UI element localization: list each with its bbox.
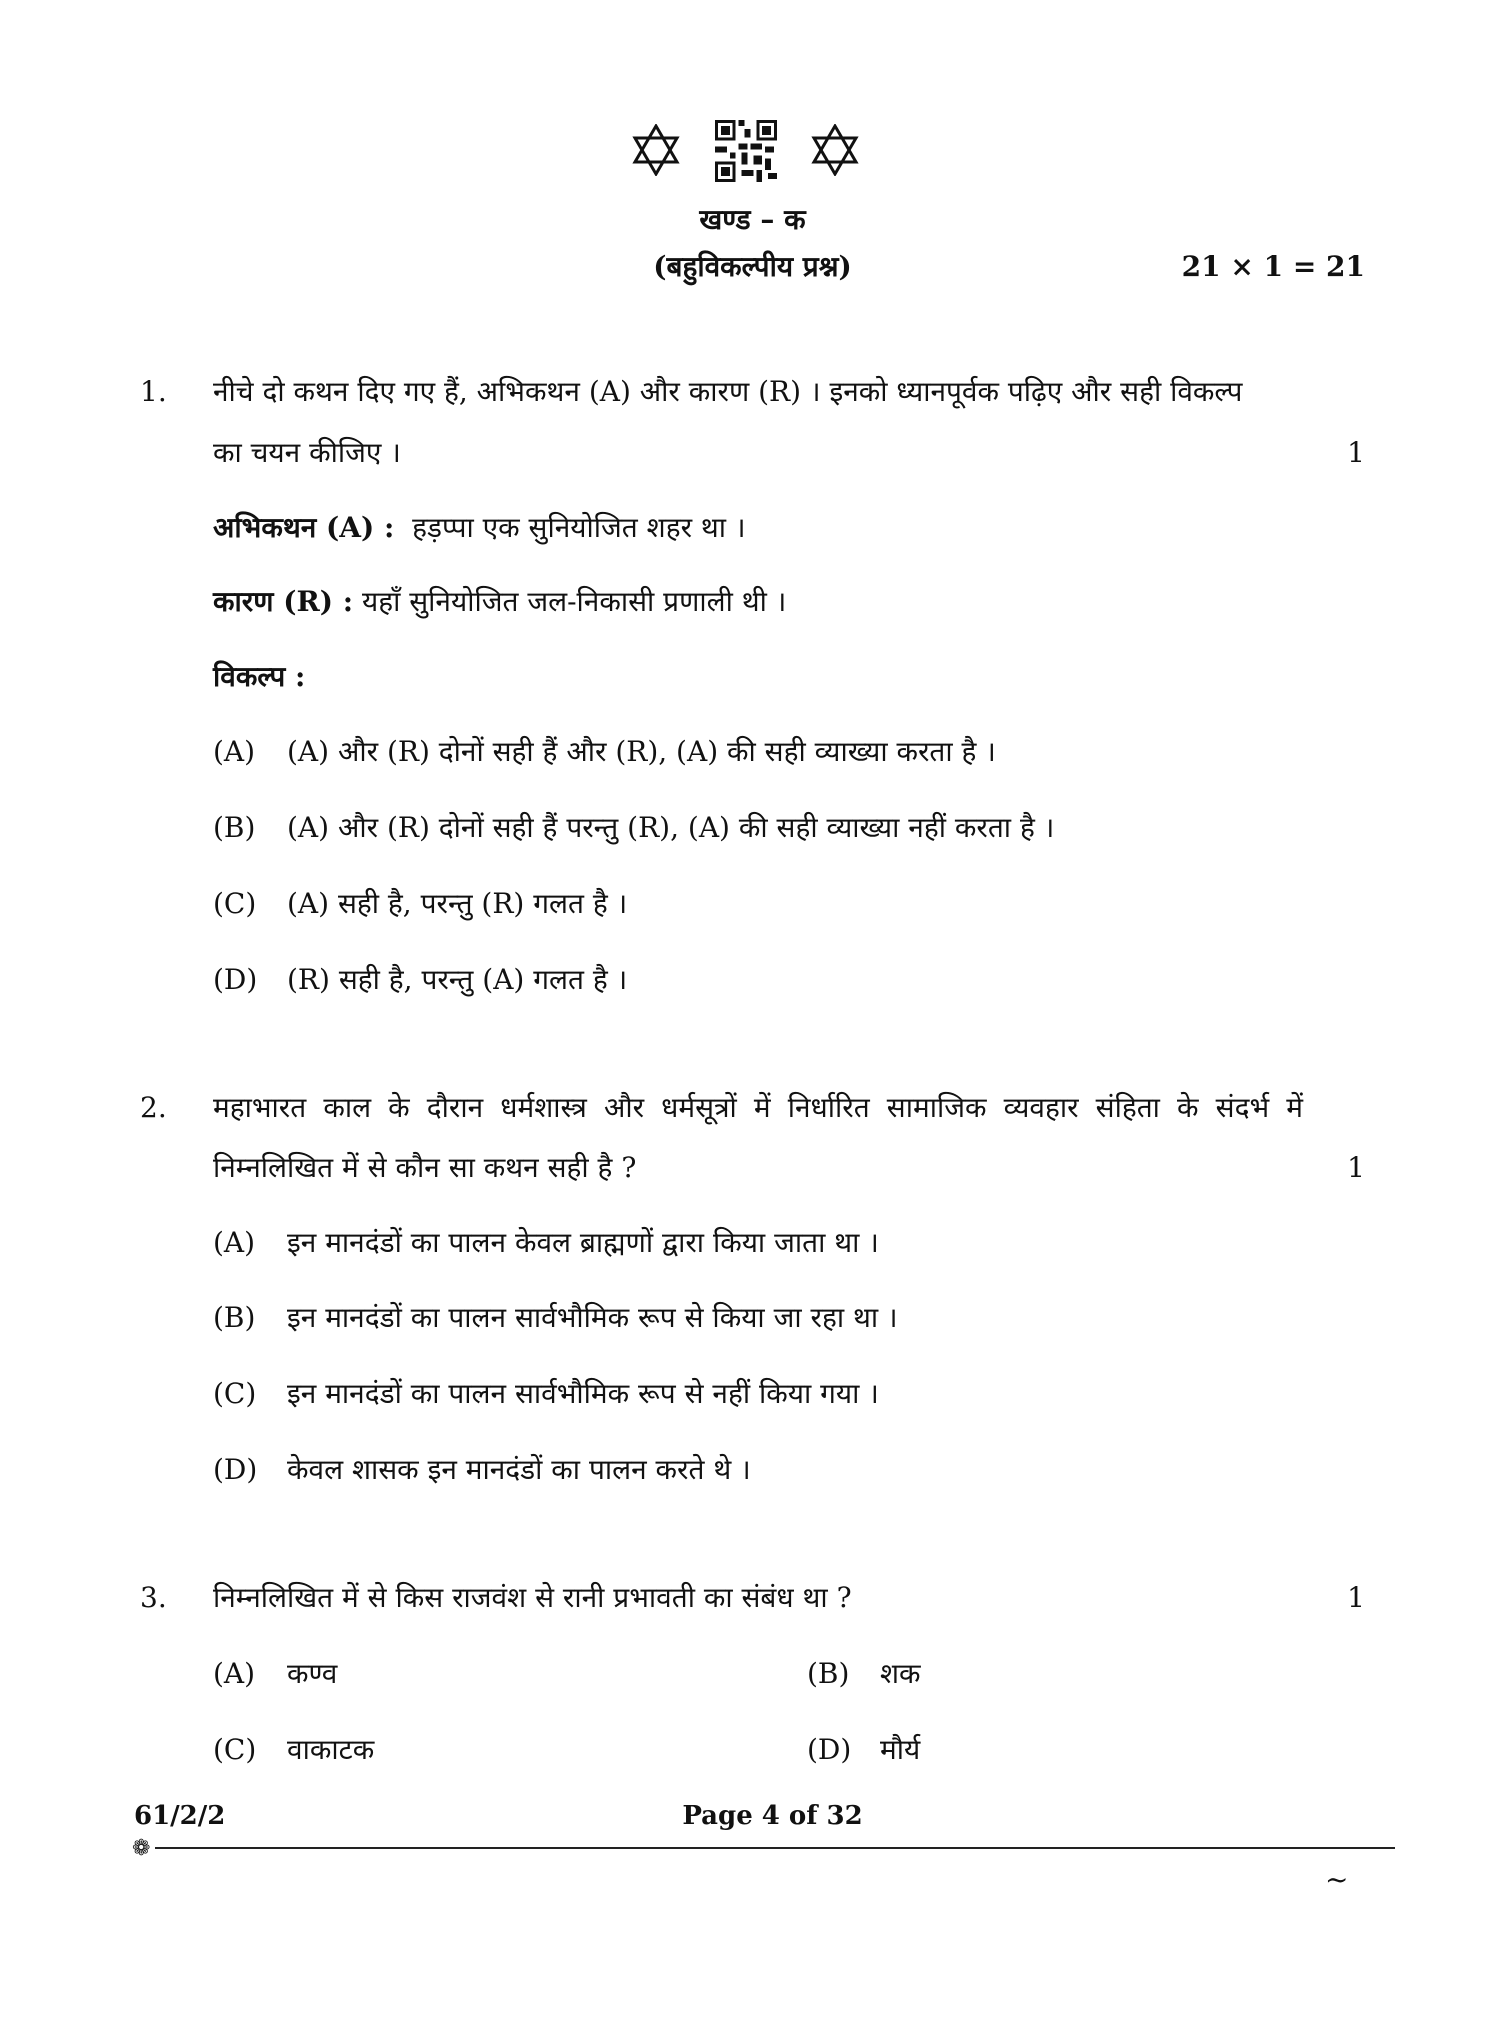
- assertion-text: हड़प्पा एक सुनियोजित शहर था ।: [412, 511, 746, 544]
- options-heading: विकल्प :: [213, 660, 306, 693]
- question-text-line: का चयन कीजिए ।: [213, 436, 401, 469]
- option-label: (C): [213, 1733, 257, 1766]
- question-marks: 1: [1347, 436, 1365, 469]
- question-text-line: निम्नलिखित में से कौन सा कथन सही है ?: [213, 1151, 637, 1184]
- option-label: (C): [213, 1377, 257, 1410]
- option-text: इन मानदंडों का पालन केवल ब्राह्मणों द्वारा किया जाता था ।: [287, 1226, 879, 1259]
- section-subtitle: (बहुविकल्पीय प्रश्न): [653, 250, 852, 283]
- option-text: (A) सही है, परन्तु (R) गलत है ।: [287, 887, 628, 920]
- star-of-david-icon: [632, 124, 680, 176]
- question-text-line: महाभारत काल के दौरान धर्मशास्त्र और धर्मसूत्रों में निर्धारित सामाजिक व्यवहार संहिता के संदर्भ में: [213, 1091, 1303, 1124]
- option-text: इन मानदंडों का पालन सार्वभौमिक रूप से नहीं किया गया ।: [287, 1377, 879, 1410]
- option-label: (B): [213, 1301, 256, 1334]
- marks-summary: 21 × 1 = 21: [1181, 250, 1365, 283]
- option-text: शक: [880, 1657, 921, 1690]
- option-text: (A) और (R) दोनों सही हैं और (R), (A) की सही व्याख्या करता है ।: [287, 735, 996, 768]
- option-text: कण्व: [287, 1657, 338, 1690]
- footer-divider: [155, 1847, 1395, 1849]
- question-marks: 1: [1347, 1151, 1365, 1184]
- option-text: इन मानदंडों का पालन सार्वभौमिक रूप से किया जा रहा था ।: [287, 1301, 898, 1334]
- paper-code: 61/2/2: [134, 1801, 226, 1831]
- question-text-line: निम्नलिखित में से किस राजवंश से रानी प्रभावती का संबंध था ?: [213, 1581, 852, 1614]
- reason-text: यहाँ सुनियोजित जल-निकासी प्रणाली थी ।: [361, 585, 787, 618]
- option-label: (A): [213, 1226, 256, 1259]
- option-label: (D): [213, 963, 258, 996]
- option-text: (A) और (R) दोनों सही हैं परन्तु (R), (A) की सही व्याख्या नहीं करता है ।: [287, 811, 1055, 844]
- option-label: (C): [213, 887, 257, 920]
- option-text: (R) सही है, परन्तु (A) गलत है ।: [287, 963, 628, 996]
- question-text-line: नीचे दो कथन दिए गए हैं, अभिकथन (A) और कारण (R) । इनको ध्यानपूर्वक पढ़िए और सही विकल्प: [213, 375, 1243, 408]
- question-number: 1.: [140, 375, 167, 408]
- option-text: वाकाटक: [287, 1733, 375, 1766]
- option-label: (D): [213, 1453, 258, 1486]
- option-label: (D): [807, 1733, 852, 1766]
- option-text: मौर्य: [880, 1733, 921, 1766]
- section-title: खण्ड – क: [699, 203, 806, 236]
- star-of-david-icon: [811, 124, 859, 176]
- option-label: (A): [213, 1657, 256, 1690]
- question-number: 2.: [140, 1091, 167, 1124]
- question-number: 3.: [140, 1581, 167, 1614]
- option-label: (B): [213, 811, 256, 844]
- question-marks: 1: [1347, 1581, 1365, 1614]
- assertion-label: अभिकथन (A) :: [213, 511, 395, 544]
- corner-mark: ~: [1325, 1863, 1349, 1896]
- qr-code-icon: [715, 120, 777, 182]
- flower-icon: ❁: [132, 1836, 151, 1861]
- option-label: (B): [807, 1657, 850, 1690]
- reason-label: कारण (R) :: [213, 585, 354, 618]
- option-label: (A): [213, 735, 256, 768]
- page-label: Page 4 of 32: [682, 1801, 863, 1831]
- option-text: केवल शासक इन मानदंडों का पालन करते थे ।: [287, 1453, 751, 1486]
